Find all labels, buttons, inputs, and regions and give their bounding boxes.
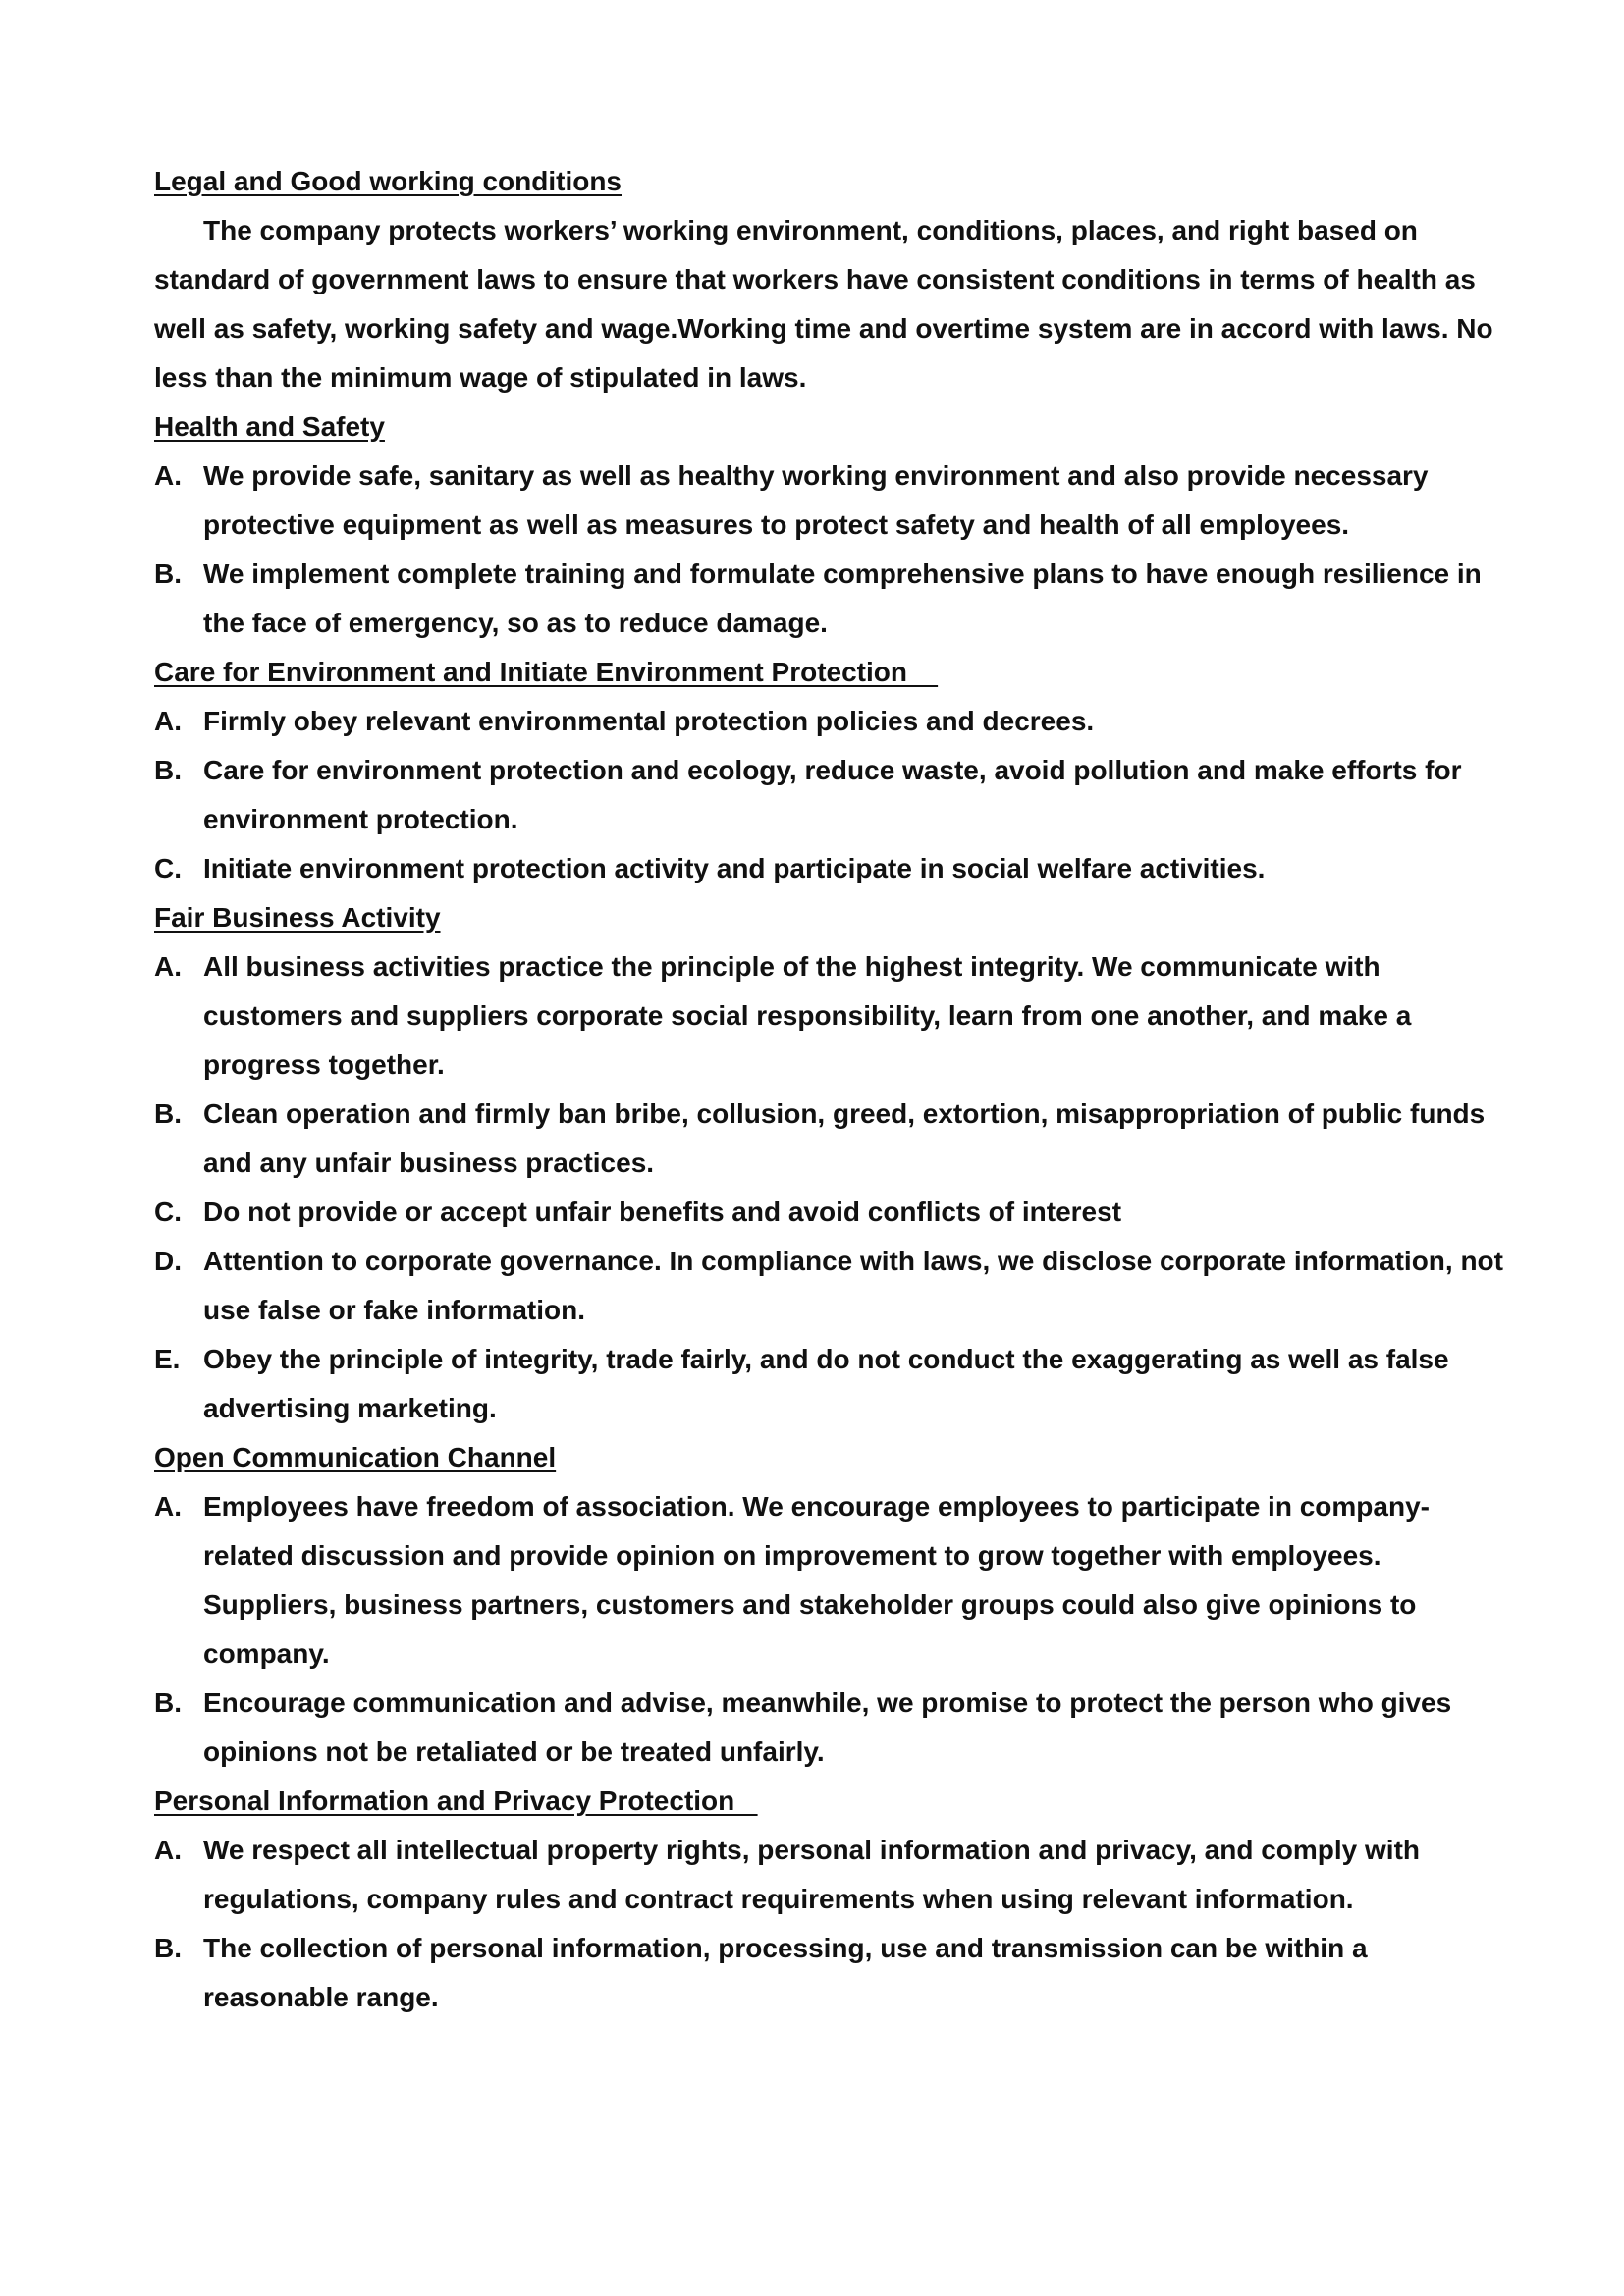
list-item-text: The collection of personal information, processing, use and transmission can be within a reasonable range. [203, 1933, 1368, 2012]
list-item-text: Clean operation and firmly ban bribe, collusion, greed, extortion, misappropriation of public funds and any unfair business practices. [203, 1098, 1486, 1178]
list-item-text: Obey the principle of integrity, trade fairly, and do not conduct the exaggerating as well as false advertising marketing. [203, 1344, 1449, 1423]
list-marker: A. [154, 951, 182, 982]
section-heading: Health and Safety [154, 411, 385, 442]
list-item [154, 1826, 1509, 1924]
list-item [154, 942, 1509, 1090]
list-item-text: We respect all intellectual property rights, personal information and privacy, and comply with regulations, company rules and contract requirements when using relevant information. [203, 1835, 1421, 1914]
item-list [154, 1826, 1509, 2022]
list-item-text: Care for environment protection and ecology, reduce waste, avoid pollution and make efforts for environment protection. [203, 755, 1462, 834]
list-marker: E. [154, 1344, 181, 1374]
section-health-and-safety [154, 402, 1509, 648]
section-open-communication-channel [154, 1433, 1509, 1777]
section-environment-protection [154, 648, 1509, 893]
list-item [154, 1679, 1509, 1777]
list-marker: B. [154, 755, 182, 785]
section-heading: Care for Environment and Initiate Environment Protection [154, 657, 939, 687]
list-item [154, 844, 1509, 893]
list-item-text: Encourage communication and advise, meanwhile, we promise to protect the person who gives opinions not be retaliated or be treated unfairly. [203, 1687, 1452, 1767]
list-item-text: Do not provide or accept unfair benefits and avoid conflicts of interest [203, 1197, 1122, 1227]
item-list [154, 942, 1509, 1433]
section-heading: Legal and Good working conditions [154, 166, 622, 196]
list-item-text: Initiate environment protection activity and participate in social welfare activities. [203, 853, 1266, 883]
list-marker: A. [154, 1835, 182, 1865]
section-paragraph: The company protects workers’ working environment, conditions, places, and right based on standard of government laws to ensure that workers have consistent conditions in terms of health as well as safety, working safety and wage.Working time and overtime system are in accord with laws. No less than the minimum wage of stipulated in laws. [154, 215, 1493, 393]
list-item-text: We provide safe, sanitary as well as healthy working environment and also provide necessary protective equipment as well as measures to protect safety and health of all employees. [203, 460, 1429, 540]
list-marker: C. [154, 1197, 182, 1227]
list-marker: A. [154, 1491, 182, 1522]
section-heading: Personal Information and Privacy Protection [154, 1786, 758, 1816]
list-item [154, 1237, 1509, 1335]
list-item-text: Attention to corporate governance. In compliance with laws, we disclose corporate information, not use false or fake information. [203, 1246, 1503, 1325]
list-marker: C. [154, 853, 182, 883]
list-item [154, 452, 1509, 550]
list-item [154, 1335, 1509, 1433]
section-privacy-protection [154, 1777, 1509, 2022]
list-item [154, 1482, 1509, 1679]
list-item [154, 746, 1509, 844]
list-marker: B. [154, 1687, 182, 1718]
item-list [154, 1482, 1509, 1777]
list-item [154, 550, 1509, 648]
list-marker: A. [154, 460, 182, 491]
section-heading: Fair Business Activity [154, 902, 441, 933]
list-item [154, 1924, 1509, 2022]
section-fair-business-activity [154, 893, 1509, 1433]
item-list [154, 697, 1509, 893]
list-item-text: All business activities practice the principle of the highest integrity. We communicate with customers and suppliers corporate social responsibility, learn from one another, and make a progress together. [203, 951, 1412, 1080]
list-item [154, 697, 1509, 746]
list-marker: B. [154, 559, 182, 589]
item-list [154, 452, 1509, 648]
list-marker: D. [154, 1246, 182, 1276]
list-item-text: Firmly obey relevant environmental protection policies and decrees. [203, 706, 1095, 736]
list-item [154, 1090, 1509, 1188]
list-item-text: We implement complete training and formulate comprehensive plans to have enough resilience in the face of emergency, so as to reduce damage. [203, 559, 1482, 638]
list-item [154, 1188, 1509, 1237]
list-item-text: Employees have freedom of association. We encourage employees to participate in company-related discussion and provide opinion on improvement to grow together with employees. Suppliers, business partners, customers and stakeholder groups could also give opinions to company. [203, 1491, 1430, 1669]
list-marker: B. [154, 1098, 182, 1129]
section-heading: Open Communication Channel [154, 1442, 557, 1472]
list-marker: B. [154, 1933, 182, 1963]
document-page [154, 157, 1509, 2022]
list-marker: A. [154, 706, 182, 736]
section-legal-working-conditions [154, 157, 1509, 402]
